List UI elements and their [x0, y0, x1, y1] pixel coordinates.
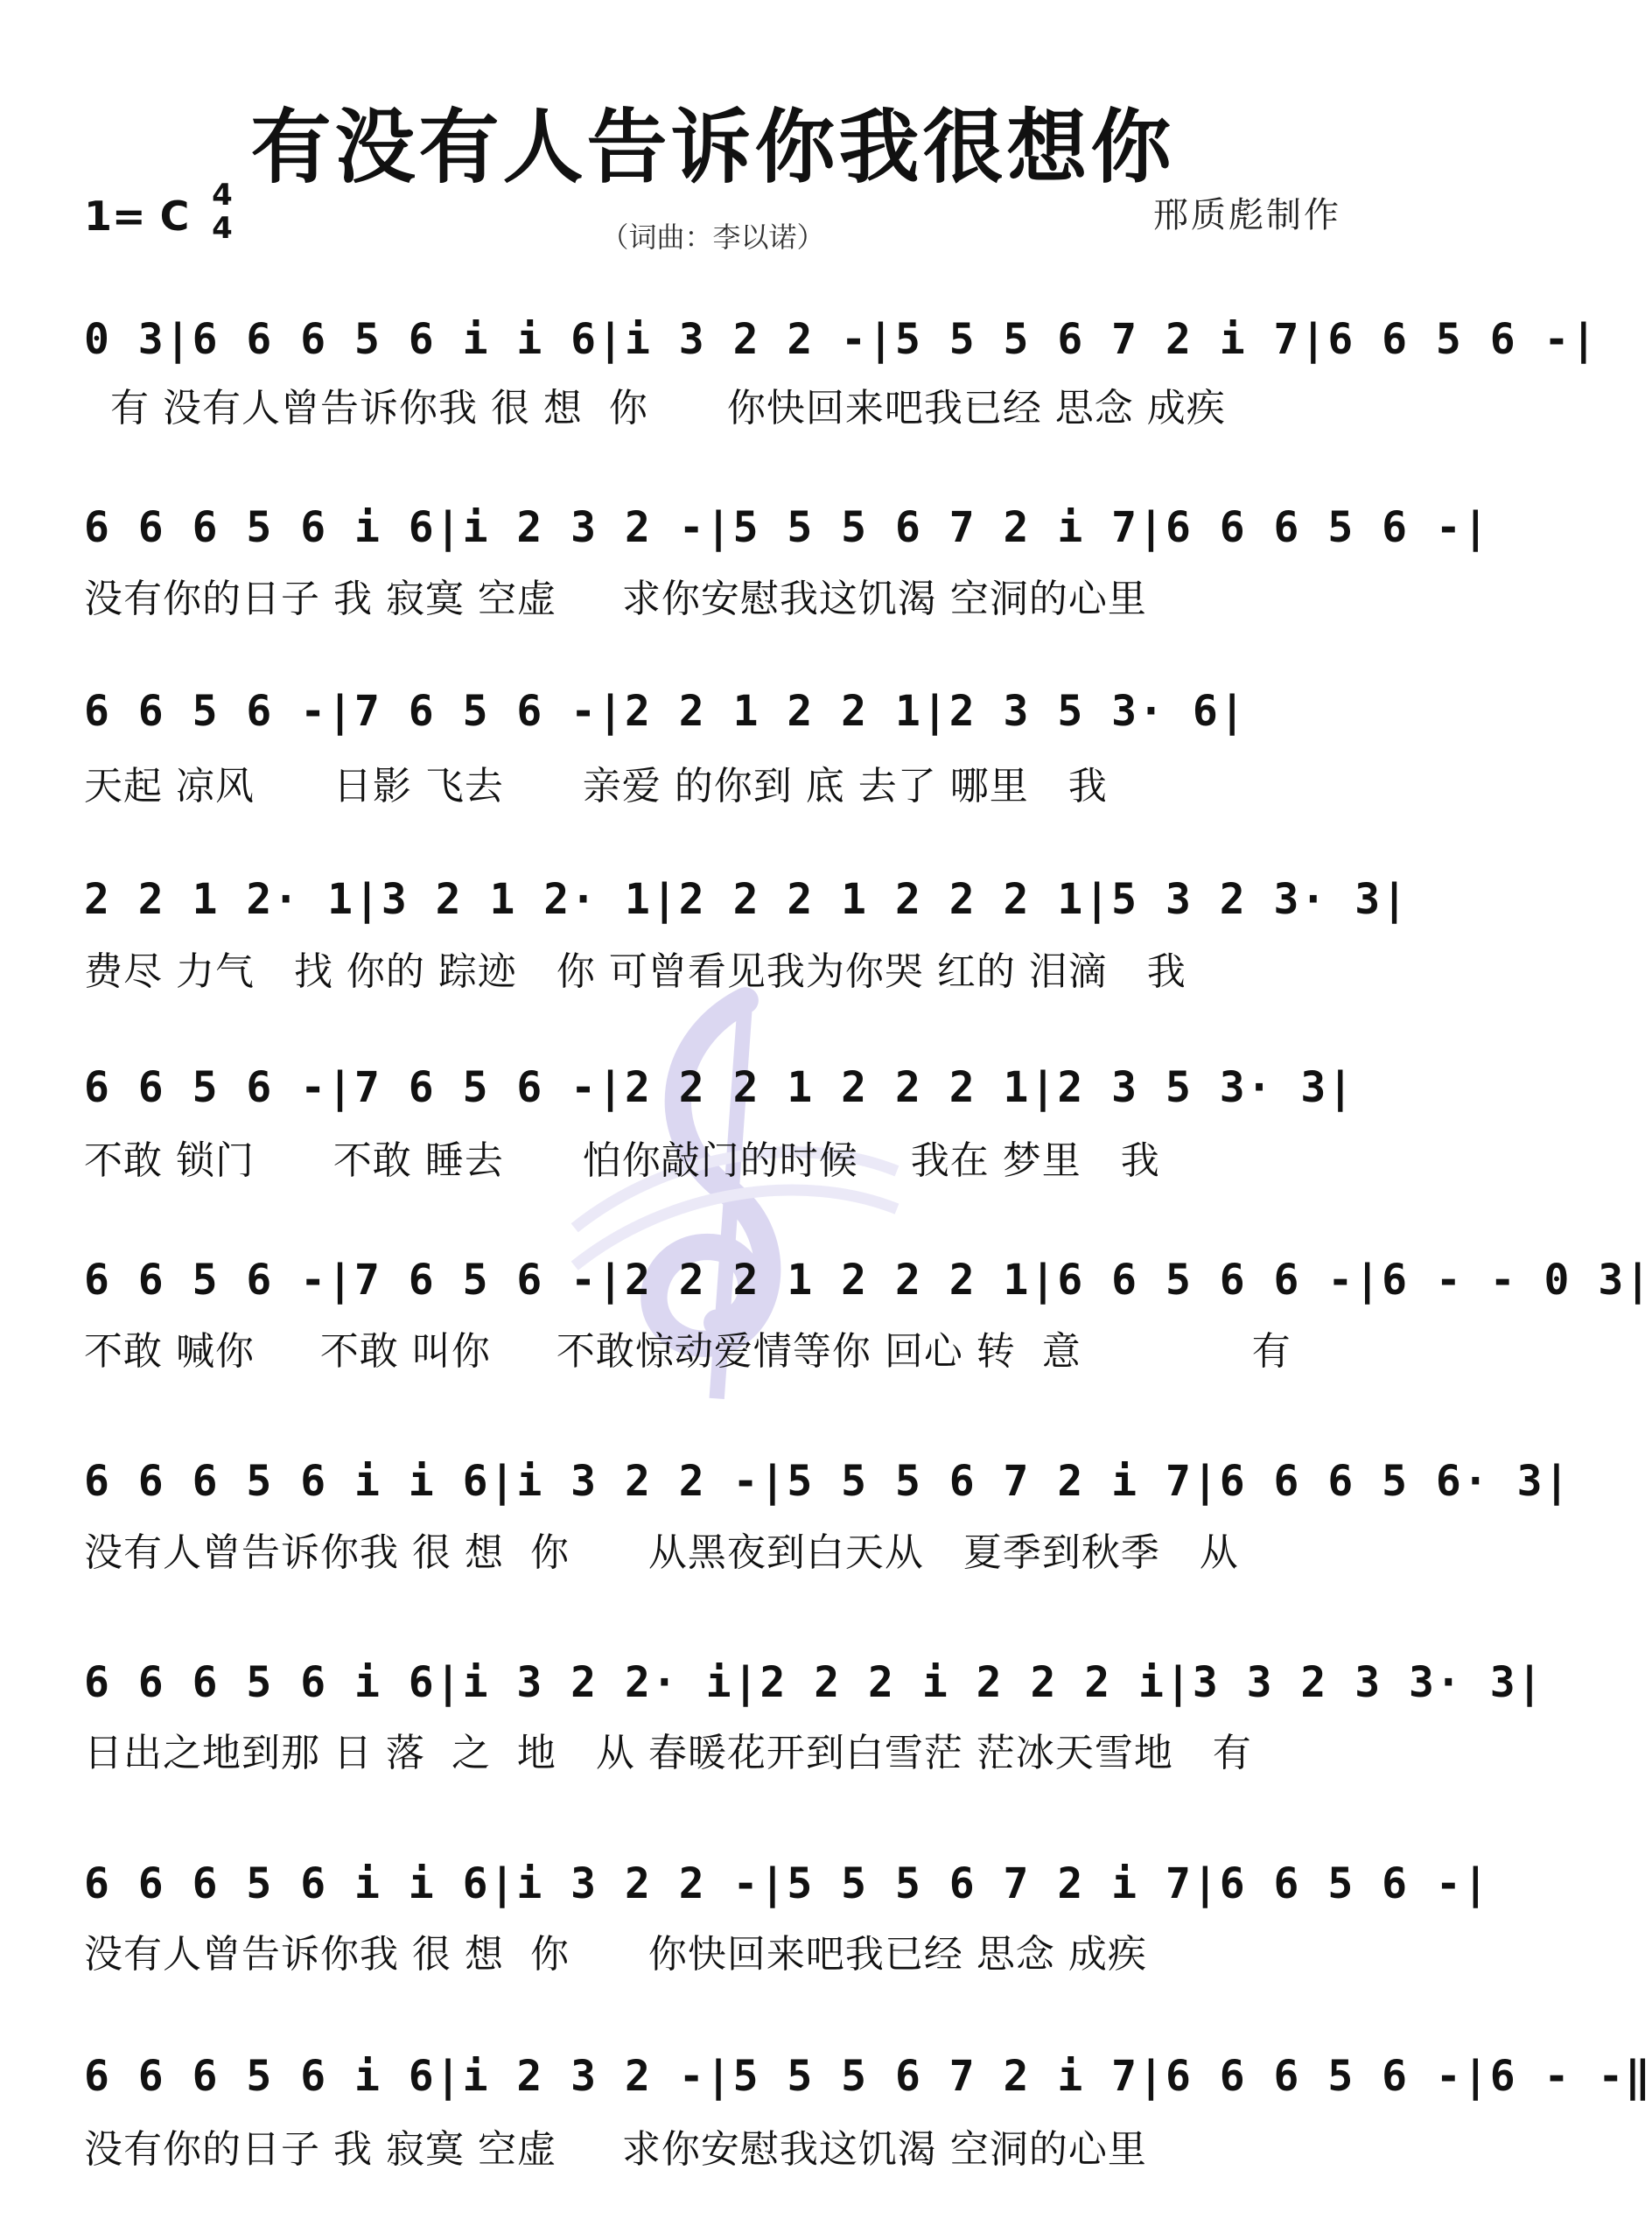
- lyrics-line: 没有你的日子 我 寂寞 空虚 求你安慰我这饥渴 空洞的心里: [84, 2127, 1147, 2172]
- lyrics-line: 没有人曾告诉你我 很 想 你 你快回来吧我已经 思念 成疾: [84, 1932, 1147, 1977]
- time-signature-top: 4: [212, 178, 233, 213]
- notation-line: 2 2 1 2· 1|3 2 1 2· 1|2 2 2 1 2 2 2 1|5 3 2 3· 3|: [84, 875, 1410, 924]
- time-signature-bottom: 4: [212, 211, 233, 246]
- song-title: 有没有人告诉你我很想你: [250, 101, 1175, 194]
- notation-line: 6 6 6 5 6 i 6|i 2 3 2 -|5 5 5 6 7 2 i 7|6 6 6 5 6 -|6 - -‖: [84, 2052, 1652, 2101]
- notation-line: 6 6 6 5 6 i 6|i 2 3 2 -|5 5 5 6 7 2 i 7|6 6 6 5 6 -|: [84, 503, 1490, 552]
- author-credit: 邢质彪制作: [1153, 195, 1341, 235]
- notation-line: 6 6 6 5 6 i i 6|i 3 2 2 -|5 5 5 6 7 2 i 7|6 6 6 5 6· 3|: [84, 1457, 1572, 1506]
- lyrics-line: 日出之地到那 日 落 之 地 从 春暖花开到白雪茫 茫冰天雪地 有: [84, 1731, 1252, 1775]
- lyrics-line: 费尽 力气 找 你的 踪迹 你 可曾看见我为你哭 红的 泪滴 我: [84, 949, 1186, 994]
- lyrics-line: 没有人曾告诉你我 很 想 你 从黑夜到白天从 夏季到秋季 从: [84, 1530, 1239, 1575]
- lyrics-line: 天起 凉风 日影 飞去 亲爱 的你到 底 去了 哪里 我: [84, 764, 1108, 808]
- key-signature: 1= C: [84, 192, 190, 240]
- notation-line: 6 6 5 6 -|7 6 5 6 -|2 2 2 1 2 2 2 1|2 3 5 3· 3|: [84, 1063, 1355, 1112]
- notation-line: 6 6 6 5 6 i i 6|i 3 2 2 -|5 5 5 6 7 2 i 7|6 6 5 6 -|: [84, 1859, 1490, 1908]
- lyrics-line: 有 没有人曾告诉你我 很 想 你 你快回来吧我已经 思念 成疾: [84, 386, 1226, 430]
- lyrics-line: 不敢 锁门 不敢 睡去 怕你敲门的时候 我在 梦里 我: [84, 1138, 1160, 1183]
- notation-line: 0 3|6 6 6 5 6 i i 6|i 3 2 2 -|5 5 5 6 7 2 i 7|6 6 5 6 -|: [84, 315, 1599, 364]
- notation-line: 6 6 5 6 -|7 6 5 6 -|2 2 2 1 2 2 2 1|6 6 5 6 6 -|6 - - 0 3|: [84, 1256, 1652, 1305]
- notation-line: 6 6 5 6 -|7 6 5 6 -|2 2 1 2 2 1|2 3 5 3· 6|: [84, 687, 1247, 736]
- notation-line: 6 6 6 5 6 i 6|i 3 2 2· i|2 2 2 i 2 2 2 i|3 3 2 3 3· 3|: [84, 1658, 1544, 1707]
- lyrics-line: 没有你的日子 我 寂寞 空虚 求你安慰我这饥渴 空洞的心里: [84, 577, 1147, 621]
- credits-line: （词曲：李以诺）: [600, 220, 825, 254]
- lyrics-line: 不敢 喊你 不敢 叫你 不敢惊动爱情等你 回心 转 意 有: [84, 1329, 1292, 1374]
